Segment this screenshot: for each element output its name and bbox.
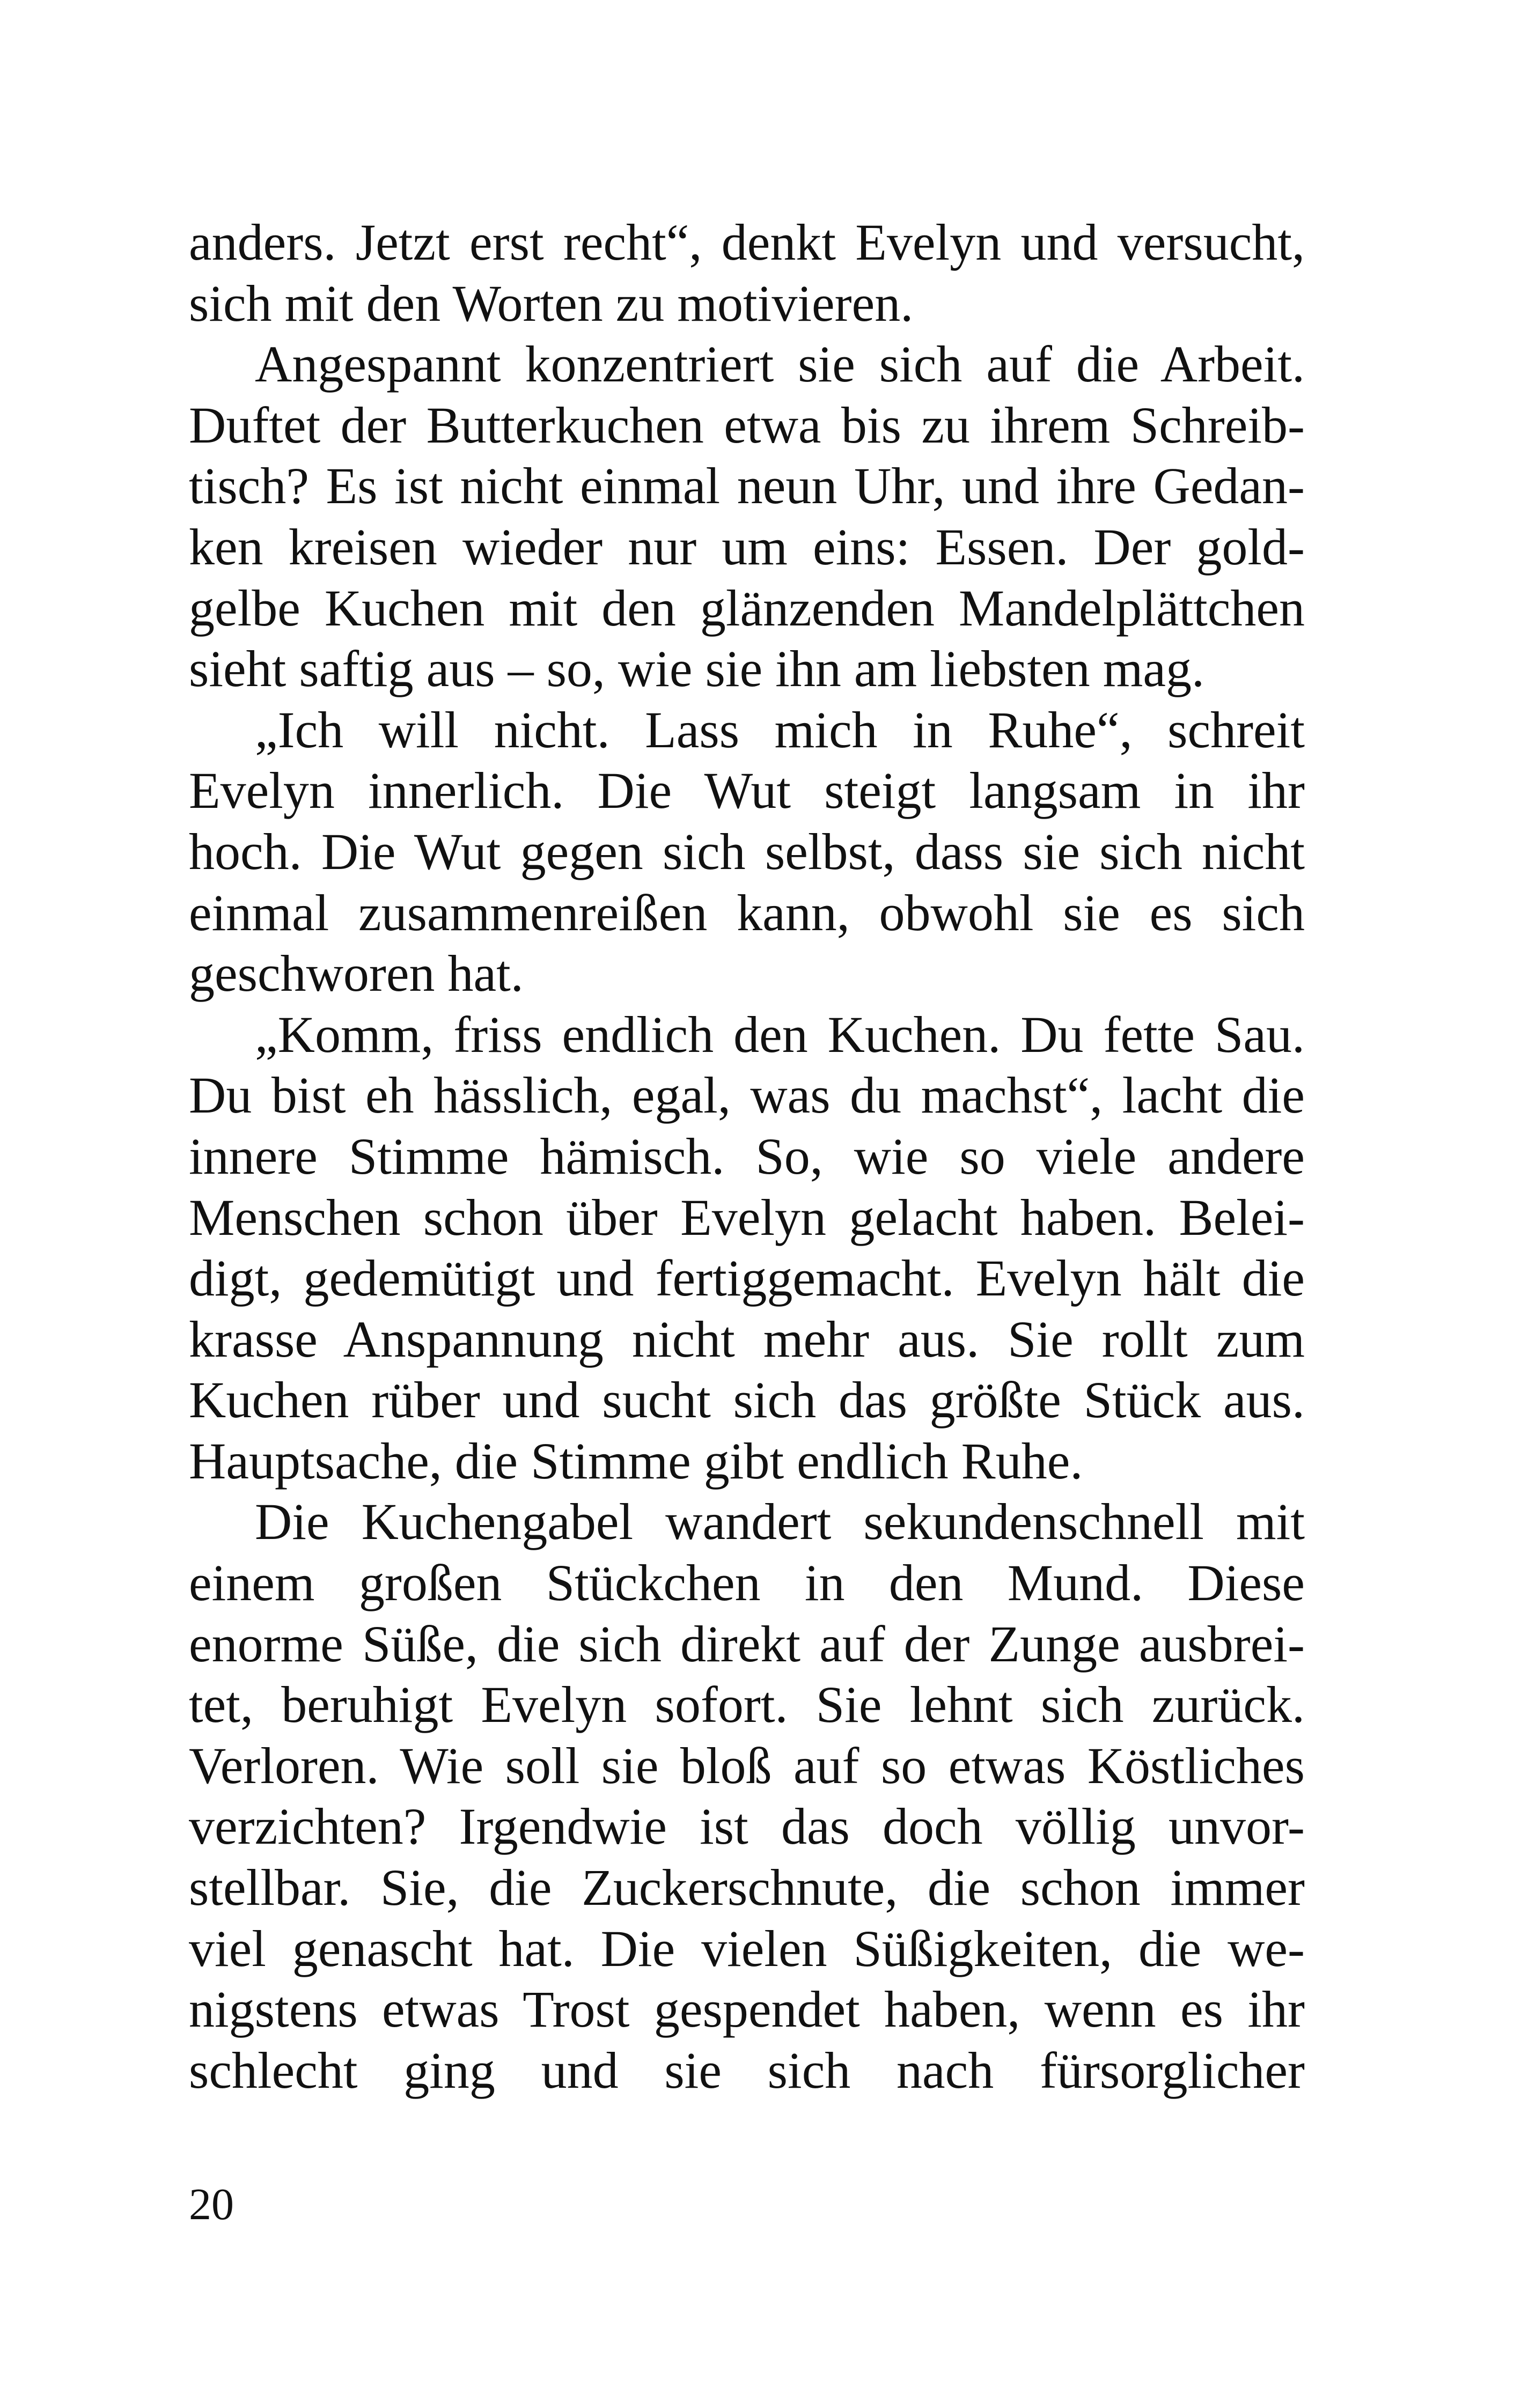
text-line: Angespannt konzentriert sie sich auf die Arbeit. [255,335,1305,393]
text-line: tisch? Es ist nicht einmal neun Uhr, und ihre Gedan- [189,457,1305,515]
text-line: geschworen hat. [189,945,524,1003]
text-line: Verloren. Wie soll sie bloß auf so etwas Köstliches [189,1736,1305,1794]
text-line: anders. Jetzt erst recht“, denkt Evelyn und versucht, [189,213,1305,271]
text-line: Menschen schon über Evelyn gelacht haben. Belei- [189,1188,1305,1246]
text-line: Evelyn innerlich. Die Wut steigt langsam in ihr [189,762,1305,820]
text-line: einem großen Stückchen in den Mund. Diese [189,1554,1305,1612]
text-line: digt, gedemütigt und fertiggemacht. Evelyn hält die [189,1249,1305,1307]
text-line: ken kreisen wieder nur um eins: Essen. Der gold- [189,518,1305,576]
text-line: sich mit den Worten zu motivieren. [189,274,914,332]
text-line: Hauptsache, die Stimme gibt endlich Ruhe. [189,1432,1083,1490]
page-number: 20 [189,2179,234,2229]
text-line: einmal zusammenreißen kann, obwohl sie es sich [189,883,1305,941]
text-line: stellbar. Sie, die Zuckerschnute, die schon immer [189,1859,1305,1917]
text-line: Duftet der Butterkuchen etwa bis zu ihrem Schreib- [189,396,1305,454]
text-line: verzichten? Irgendwie ist das doch völlig unvor- [189,1798,1305,1855]
text-line: nigstens etwas Trost gespendet haben, wenn es ihr [189,1980,1305,2038]
text-line: enorme Süße, die sich direkt auf der Zunge ausbrei- [189,1615,1305,1673]
text-line: Du bist eh hässlich, egal, was du machst“, lacht die [189,1066,1305,1124]
text-line: gelbe Kuchen mit den glänzenden Mandelplättchen [189,579,1305,637]
text-line: „Komm, friss endlich den Kuchen. Du fette Sau. [255,1005,1305,1063]
text-line: krasse Anspannung nicht mehr aus. Sie rollt zum [189,1310,1305,1368]
text-line: „Ich will nicht. Lass mich in Ruhe“, schreit [255,701,1305,759]
text-line: Kuchen rüber und sucht sich das größte Stück aus. [189,1371,1305,1429]
text-line: hoch. Die Wut gegen sich selbst, dass sie sich nicht [189,822,1305,880]
text-line: tet, beruhigt Evelyn sofort. Sie lehnt sich zurück. [189,1676,1305,1734]
text-line: viel genascht hat. Die vielen Süßigkeiten, die we- [189,1919,1305,1977]
text-line: innere Stimme hämisch. So, wie so viele andere [189,1127,1305,1185]
text-line: Die Kuchengabel wandert sekundenschnell mit [255,1493,1305,1551]
body-text [189,212,1305,2101]
text-line: sieht saftig aus – so, wie sie ihn am liebsten mag. [189,640,1204,698]
text-line: schlecht ging und sie sich nach fürsorglicher [189,2041,1305,2099]
